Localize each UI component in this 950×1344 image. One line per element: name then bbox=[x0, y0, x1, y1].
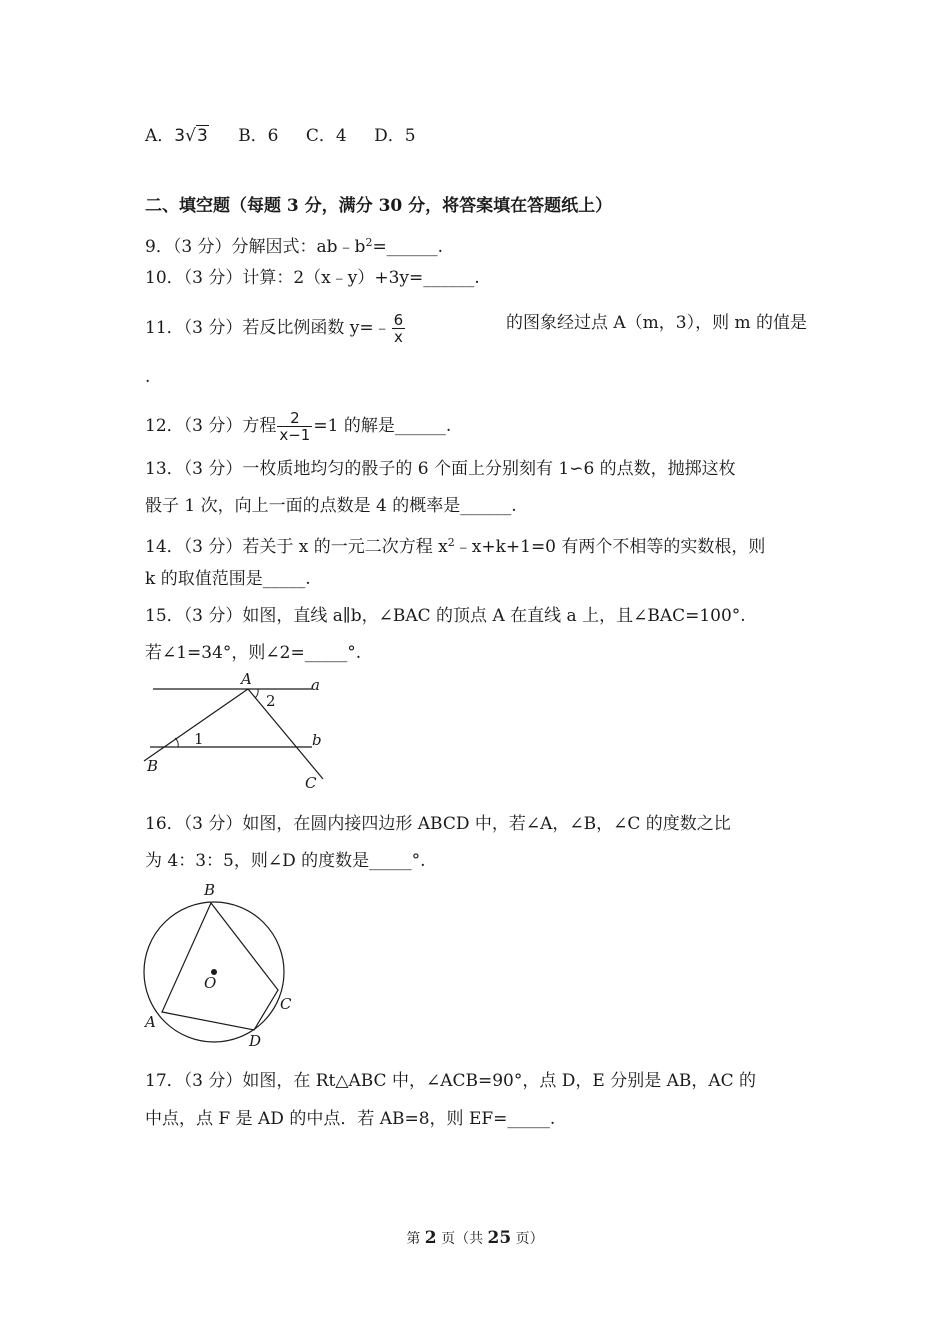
q14-prefix: 14．（3 分）若关于 x 的一元二次方程 x bbox=[145, 537, 448, 557]
label-A: A bbox=[145, 1013, 156, 1031]
q12-numerator: 2 bbox=[277, 410, 312, 427]
question-13-line2: 骰子 1 次，向上一面的点数是 4 的概率是______. bbox=[145, 496, 517, 516]
question-13-line1: 13．（3 分）一枚质地均匀的骰子的 6 个面上分别刻有 1∽6 的点数，抛掷这枚 bbox=[145, 459, 736, 479]
question-17-line2: 中点，点 F 是 AD 的中点．若 AB=8，则 EF=_____. bbox=[145, 1109, 556, 1129]
label-B: B bbox=[204, 881, 216, 899]
footer-total-pages: 25 bbox=[487, 1228, 512, 1248]
question-16-line1: 16．（3 分）如图，在圆内接四边形 ABCD 中，若∠A，∠B，∠C 的度数之比 bbox=[145, 814, 731, 834]
q9-superscript: 2 bbox=[365, 236, 373, 249]
q9-prefix: 9．（3 分）分解因式：ab﹣b bbox=[145, 237, 366, 257]
q12-denominator: x−1 bbox=[279, 426, 311, 444]
label-A: A bbox=[241, 670, 252, 688]
option-b: B．6 bbox=[238, 126, 279, 146]
page-footer bbox=[0, 1228, 950, 1248]
footer-pre: 第 bbox=[406, 1231, 421, 1247]
label-C: C bbox=[305, 774, 317, 792]
q16-figure bbox=[138, 878, 308, 1050]
footer-mid: 页（共 bbox=[441, 1231, 484, 1247]
option-a-radical: 3√3 bbox=[174, 126, 208, 146]
question-17-line1: 17．（3 分）如图，在 Rt△ABC 中，∠ACB=90°，点 D，E 分别是 AB，AC 的 bbox=[145, 1071, 757, 1091]
q11-prefix: 11．（3 分）若反比例函数 y=﹣ bbox=[145, 318, 391, 338]
q14-superscript: 2 bbox=[447, 536, 455, 549]
q11-line2: . bbox=[145, 367, 151, 387]
q11-fraction bbox=[392, 312, 406, 345]
question-9 bbox=[145, 232, 443, 258]
question-10: 10．（3 分）计算：2（x﹣y）+3y=______. bbox=[145, 268, 480, 288]
q11-suffix: 的图象经过点 A（m，3），则 m 的值是 bbox=[505, 313, 807, 333]
label-C: C bbox=[280, 995, 292, 1013]
q14-suffix: ﹣x+k+1=0 有两个不相等的实数根，则 bbox=[454, 537, 766, 557]
q12-fraction bbox=[277, 410, 312, 443]
question-14-line2: k 的取值范围是_____. bbox=[145, 569, 311, 589]
label-B: B bbox=[147, 757, 159, 775]
section-title: 二、填空题（每题 3 分，满分 30 分，将答案填在答题纸上） bbox=[145, 196, 613, 216]
option-a-radicand: 3 bbox=[196, 126, 208, 146]
question-15-line1: 15．（3 分）如图，直线 a∥b，∠BAC 的顶点 A 在直线 a 上，且∠BAC=100°. bbox=[145, 606, 746, 626]
label-a: a bbox=[311, 676, 320, 694]
option-a-label: A． bbox=[145, 126, 175, 146]
segment-ab bbox=[144, 689, 248, 761]
option-a-coef: 3 bbox=[174, 126, 186, 146]
question-11 bbox=[145, 312, 807, 345]
label-O: O bbox=[204, 974, 217, 992]
footer-post: 页） bbox=[515, 1231, 544, 1247]
angle-2-arc bbox=[255, 689, 258, 698]
q12-prefix: 12．（3 分）方程 bbox=[145, 416, 277, 436]
label-D: D bbox=[249, 1032, 262, 1050]
question-12 bbox=[145, 410, 451, 443]
question-14 bbox=[145, 532, 765, 558]
question-15-line2: 若∠1=34°，则∠2=_____°. bbox=[145, 643, 362, 663]
q8-options bbox=[145, 125, 416, 147]
q11-main bbox=[145, 312, 406, 345]
option-d: D．5 bbox=[374, 126, 416, 146]
label-b: b bbox=[312, 731, 322, 749]
q9-suffix: =______. bbox=[372, 237, 444, 257]
q11-denominator: x bbox=[393, 328, 403, 346]
footer-page-number: 2 bbox=[424, 1228, 437, 1248]
label-1: 1 bbox=[194, 730, 204, 748]
label-2: 2 bbox=[266, 692, 276, 710]
option-c: C．4 bbox=[305, 126, 347, 146]
question-16-line2: 为 4：3：5，则∠D 的度数是_____°. bbox=[145, 851, 426, 871]
q15-figure bbox=[140, 668, 335, 793]
quadrilateral-abcd bbox=[162, 903, 278, 1030]
q11-numerator: 6 bbox=[393, 311, 404, 329]
q12-suffix: =1 的解是______. bbox=[313, 416, 452, 436]
